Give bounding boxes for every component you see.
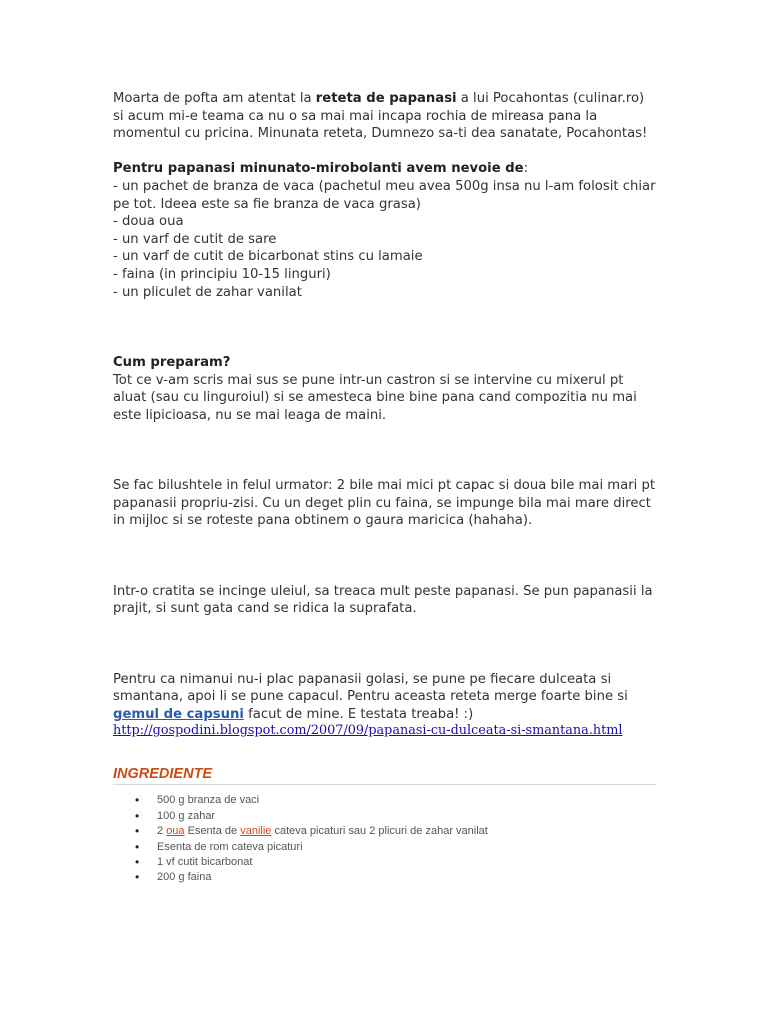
paragraph-4-start: Pentru ca nimanui nu-i plac papanasii golasi, se pune pe fiecare dulceata si smantana, apoi li se pune capacul. Pentru aceasta reteta merge foarte bine si	[113, 671, 628, 705]
ingredients-intro-heading: Pentru papanasi minunato-mirobolanti avem nevoie de	[113, 161, 524, 177]
list-item: - un pachet de branza de vaca (pachetul meu avea 500g insa nu l-am folosit chiar pe tot. Ideea este sa fie branza de vaca grasa)	[113, 178, 656, 212]
vanilla-link[interactable]: vanilie	[240, 825, 272, 838]
list-item: - un varf de cutit de bicarbonat stins cu lamaie	[113, 249, 423, 265]
paragraph-4-end: facut de mine. E testata treaba! :)	[243, 706, 474, 722]
intro-text-end: a lui Pocahontas (culinar.ro) si acum mi-e teama ca nu o sa mai mai incapa rochia de mireasa pana la momentul cu pricina. Minunata reteta, Dumnezo sa-ti dea sanatate, Pocahontas!	[113, 91, 648, 142]
list-item: - un pliculet de zahar vanilat	[113, 284, 302, 300]
intro-text-start: Moarta de pofta am atentat la	[113, 91, 316, 106]
intro-paragraph	[113, 90, 658, 143]
ingredient-item: • Esenta de rom cateva picaturi	[135, 840, 658, 855]
ingredients-intro-heading-line	[113, 160, 658, 178]
preparation-paragraph-2: Se fac bilushtele in felul urmator: 2 bile mai mici pt capac si doua bile mai mari pt papanasii propriu-zisi. Cu un deget plin cu faina, se impunge bila mai mare direct in mijloc si se roteste pana obtinem o gaura maricica (hahaha).	[113, 478, 656, 529]
ingredients-intro-list	[113, 178, 658, 301]
preparation-heading: Cum preparam?	[113, 354, 231, 370]
ingredient-item: • 500 g branza de vaci	[135, 793, 658, 808]
preparation-paragraph-1: Tot ce v-am scris mai sus se pune intr-un castron si se intervine cu mixerul pt aluat (sau cu linguroiul) si se amesteca bine bine pana cand compozitia nu mai este lipicioasa, nu se mai leaga de maini.	[113, 372, 637, 423]
recipe-link-bold[interactable]: reteta de papanasi	[315, 91, 457, 106]
ingredients-list	[113, 793, 658, 885]
ingredient-item	[135, 824, 658, 839]
preparation-paragraph-3: Intr-o cratita se incinge uleiul, sa treaca mult peste papanasi. Se pun papanasii la prajit, si sunt gata cand se ridica la suprafata.	[113, 583, 653, 617]
ingredient-text: Esenta de	[184, 825, 241, 838]
list-item: - faina (in principiu 10-15 linguri)	[113, 266, 331, 282]
jam-link[interactable]: gemul de capsuni	[113, 706, 244, 722]
ingredients-heading: INGREDIENTE	[113, 766, 656, 785]
recipe-document	[113, 90, 658, 886]
preparation-paragraph-4	[113, 671, 658, 724]
preparation-heading-line	[113, 354, 658, 372]
source-url-link[interactable]: http://gospodini.blogspot.com/2007/09/papanasi-cu-dulceata-si-smantana.html	[113, 723, 623, 739]
ingredient-text: cateva picaturi sau 2 plicuri de zahar vanilat	[271, 825, 488, 838]
ingredient-item: • 100 g zahar	[135, 809, 658, 824]
ingredient-item: • 200 g faina	[135, 870, 658, 885]
heading-colon: :	[523, 161, 529, 177]
ingredient-item: • 1 vf cutit bicarbonat	[135, 855, 658, 870]
ingredient-text: 2	[157, 825, 167, 838]
list-item: - un varf de cutit de sare	[113, 231, 277, 247]
eggs-link[interactable]: oua	[166, 825, 185, 838]
list-item: - doua oua	[113, 214, 184, 230]
